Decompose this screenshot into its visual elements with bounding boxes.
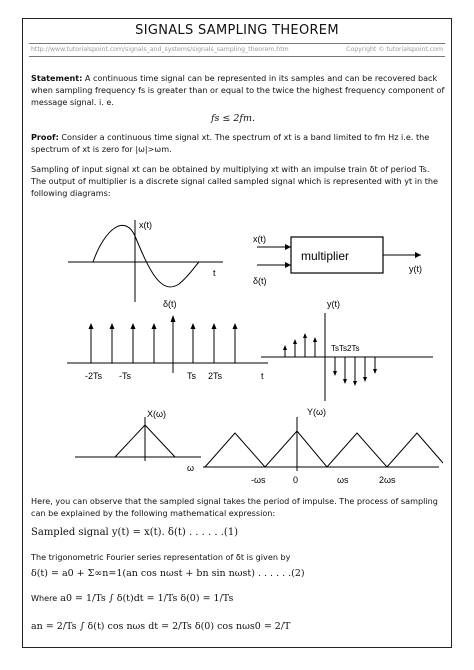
delta-tick-2ts: 2Ts xyxy=(208,371,223,381)
impulse-train-figure xyxy=(63,297,283,397)
sampled-spectrum-figure xyxy=(199,397,449,489)
an-equation: an = 2/Ts ∫ δ(t) cos nωs dt = 2/Ts δ(0) cos nωs0 = 2/T xyxy=(31,621,291,632)
header-rule xyxy=(29,56,445,57)
Xw-w-label: ω xyxy=(187,463,195,473)
multiplier-input2-arrow xyxy=(285,262,291,268)
title-rule xyxy=(29,43,445,44)
proof-label: Proof: xyxy=(31,132,59,142)
yt-ticks: TsTs2Ts xyxy=(331,344,360,353)
Yw-label: Y(ω) xyxy=(307,407,327,417)
a0-equation: a0 = 1/Ts ∫ δ(t)dt = 1/Ts δ(0) = 1/Ts xyxy=(60,593,234,604)
xt-sine-curve xyxy=(93,225,199,287)
yt-label: y(t) xyxy=(327,299,340,309)
multiplier-label: multiplier xyxy=(301,249,350,263)
statement-paragraph xyxy=(31,72,445,108)
multiplier-output-arrow xyxy=(415,252,421,258)
proof-paragraph xyxy=(31,131,445,155)
page-title: SIGNALS SAMPLING THEOREM xyxy=(135,23,339,38)
multiplier-input1-label: x(t) xyxy=(253,234,266,244)
fourier-paragraph: The trigonometric Fourier series representation of δt is given by xyxy=(31,552,291,562)
proof-text: Consider a continuous time signal xt. The spectrum of xt is a band limited to fm Hz i.e. the spectrum of xt is zero for |ω|>ωm. xyxy=(31,132,430,154)
delta-label: δ(t) xyxy=(163,299,177,309)
multiplier-output-label: y(t) xyxy=(409,264,422,274)
delta-tick-negts: -Ts xyxy=(119,371,131,381)
multiplier-input1-arrow xyxy=(285,244,291,250)
delta-tick-ts: Ts xyxy=(187,371,196,381)
copyright-text: Copyright © tutorialspoint.com xyxy=(346,46,443,53)
Xw-label: X(ω) xyxy=(147,409,167,419)
statement-text: A continuous time signal can be represented in its samples and can be recovered back when sampling frequency fs is greater than or equal to the twice the highest frequency component of message signal. i. e. xyxy=(31,73,445,107)
message-spectrum-figure xyxy=(71,399,211,479)
Yw-tick-ws: ωs xyxy=(337,475,349,485)
yt-samples xyxy=(283,333,377,386)
xt-label: x(t) xyxy=(139,220,152,230)
sampling-paragraph: Sampling of input signal xt can be obtained by multiplying xt with an impulse train δt of period Ts. The output of multiplier is a discrete signal called sampled signal which is represented with yt in the following diagrams: xyxy=(31,164,438,198)
xt-t-label: t xyxy=(213,268,216,278)
xt-sine-figure xyxy=(63,204,233,304)
a0-equation-line xyxy=(31,593,233,604)
sampled-signal-equation: Sampled signal y(t) = x(t). δ(t) . . . . . .(1) xyxy=(31,527,239,538)
delta-t-label: t xyxy=(261,371,264,381)
delta-impulses xyxy=(89,315,238,373)
multiplier-input2-label: δ(t) xyxy=(253,276,267,286)
source-url[interactable]: http://www.tutorialspoint.com/signals_and_systems/signals_sampling_theorem.htm xyxy=(31,46,289,53)
sampled-signal-figure xyxy=(255,297,445,407)
multiplier-diagram xyxy=(251,227,441,297)
delta-tick-neg2ts: -2Ts xyxy=(85,371,103,381)
Yw-tick-2ws: 2ωs xyxy=(379,475,396,485)
fourier-series-equation: δ(t) = a0 + Σ∞n=1(an cos nωst + bn sin nωst) . . . . . .(2) xyxy=(31,568,305,579)
Yw-replicas xyxy=(205,431,443,467)
Yw-tick-neg-ws: -ωs xyxy=(251,475,266,485)
observation-paragraph: Here, you can observe that the sampled signal takes the period of impulse. The process of sampling can be explained by the following mathematical expression: xyxy=(31,496,438,518)
equation-fs: fs ≤ 2fm. xyxy=(211,113,255,124)
document-page xyxy=(22,18,452,648)
where-label: Where xyxy=(31,593,58,603)
statement-label: Statement: xyxy=(31,73,83,83)
Yw-tick-zero: 0 xyxy=(293,475,299,485)
